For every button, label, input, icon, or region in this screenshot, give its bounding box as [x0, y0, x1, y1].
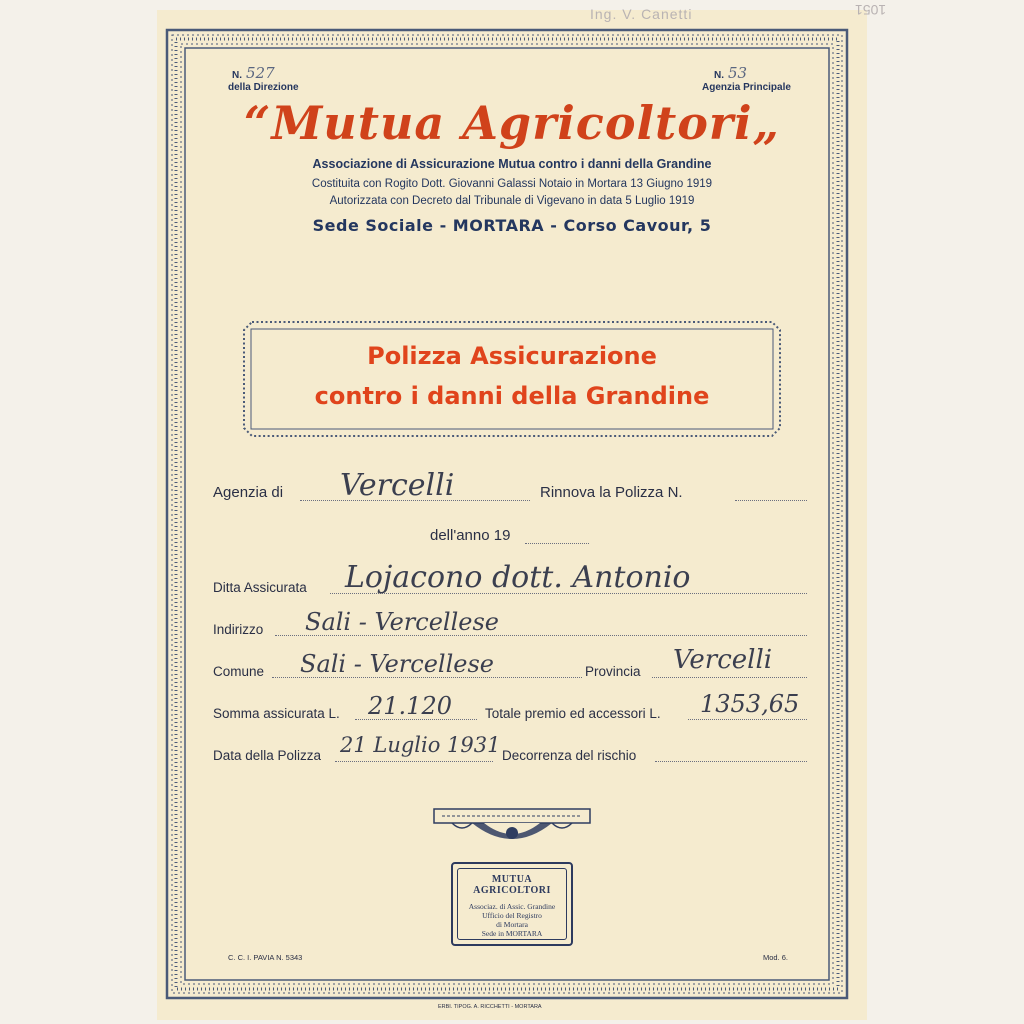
- somma-value: 21.120: [368, 692, 452, 720]
- agenzia-number: [714, 64, 747, 82]
- data-value: 21 Luglio 1931: [340, 733, 501, 757]
- stamp-line3: di Mortara: [496, 920, 528, 929]
- policy-title-box: [242, 320, 782, 438]
- anno-label: dell'anno 19: [430, 527, 511, 544]
- agenzia-label: Agenzia di: [213, 484, 284, 501]
- data-label: Data della Polizza: [213, 748, 322, 763]
- decorrenza-label: Decorrenza del rischio: [502, 748, 637, 763]
- authorization-line: Autorizzata con Decreto dal Tribunale di Vigevano in data 5 Luglio 1919: [329, 195, 695, 207]
- indirizzo-value: Sali - Vercellese: [305, 608, 499, 636]
- footer-printer: ERBI. TIPOG. A. RICCHETTI - MORTARA: [438, 1004, 542, 1010]
- provincia-value: Vercelli: [673, 645, 773, 675]
- provincia-label: Provincia: [585, 664, 641, 679]
- document-title: “Mutua Agricoltori„: [243, 96, 781, 150]
- ditta-value: Lojacono dott. Antonio: [345, 560, 691, 595]
- agenzia-number-label: N.: [714, 70, 724, 81]
- footer-model: Mod. 6.: [763, 953, 789, 962]
- association-line: Associazione di Assicurazione Mutua contro i danni della Grandine: [312, 157, 712, 171]
- mortara-stamp: [451, 862, 573, 946]
- rinnova-label: Rinnova la Polizza N.: [540, 484, 683, 501]
- comune-label: Comune: [213, 664, 265, 679]
- somma-label: Somma assicurata L.: [213, 706, 340, 721]
- ditta-label: Ditta Assicurata: [213, 580, 307, 595]
- decorative-border: [165, 28, 849, 1000]
- corner-number: 1051: [855, 2, 887, 18]
- premio-label: Totale premio ed accessori L.: [485, 706, 661, 721]
- direzione-caption: della Direzione: [228, 82, 299, 93]
- direzione-number-label: N.: [232, 70, 242, 81]
- stamp-line2: Ufficio del Registro: [482, 911, 542, 920]
- agenzia-number-value: 53: [728, 64, 748, 82]
- stamp-inner-border: [457, 868, 567, 940]
- policy-title-line2: contro i danni della Grandine: [314, 382, 710, 410]
- agenzia-value: Vercelli: [340, 468, 455, 503]
- direzione-number: [232, 64, 275, 82]
- stamp-title: MUTUA AGRICOLTORI: [473, 874, 551, 896]
- anno-line: [525, 543, 589, 544]
- policy-title-line1: Polizza Assicurazione: [367, 342, 657, 370]
- constitution-line: Costituita con Rogito Dott. Giovanni Galassi Notaio in Mortara 13 Giugno 1919: [311, 178, 713, 190]
- premio-line: [688, 719, 807, 720]
- data-line: [335, 761, 493, 762]
- stamp-line1: Associaz. di Assic. Grandine: [468, 902, 556, 911]
- decorrenza-line: [655, 761, 807, 762]
- provincia-line: [652, 677, 807, 678]
- stamp-line4: Sede in MORTARA: [481, 929, 543, 938]
- direzione-number-value: 527: [246, 64, 275, 82]
- premio-value: 1353,65: [700, 690, 800, 718]
- ornament-icon: [432, 805, 592, 853]
- handwritten-note: Ing. V. Canetti: [590, 6, 693, 22]
- sede-line: Sede Sociale - MORTARA - Corso Cavour, 5: [312, 216, 712, 235]
- indirizzo-label: Indirizzo: [213, 622, 264, 637]
- footer-cci: C. C. I. PAVIA N. 5343: [228, 953, 303, 962]
- rinnova-line: [735, 500, 807, 501]
- comune-value: Sali - Vercellese: [300, 650, 494, 678]
- agenzia-caption: Agenzia Principale: [702, 82, 791, 93]
